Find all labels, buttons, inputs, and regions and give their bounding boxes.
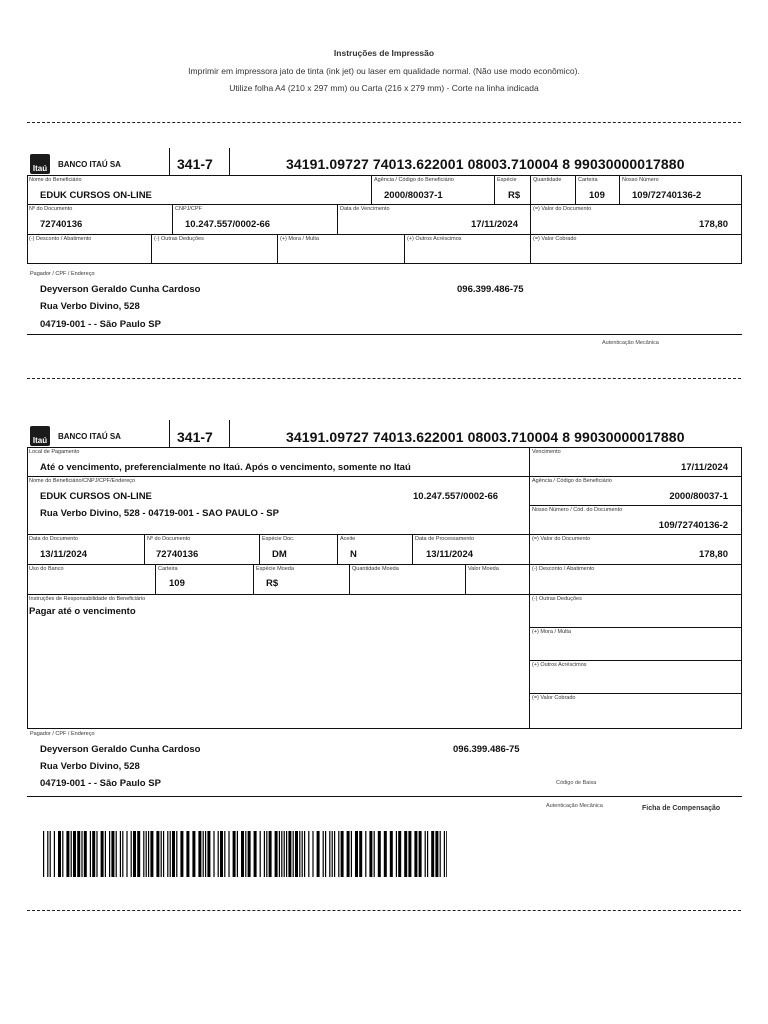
- slip-doc-species: DM: [272, 549, 287, 560]
- bank-code-2: 341-7: [177, 429, 213, 445]
- receipt-agency-code: 2000/80037-1: [384, 190, 443, 201]
- slip-doc-value: 178,80: [698, 549, 728, 560]
- slip-processing-date: 13/11/2024: [426, 549, 474, 560]
- slip-beneficiary-address: Rua Verbo Divino, 528 - 04719-001 - SAO PAULO - SP: [40, 508, 279, 519]
- slip-doc-date: 13/11/2024: [40, 549, 88, 560]
- slip-currency-species: R$: [266, 578, 279, 589]
- slip-payer-address2: 04719-001 - - São Paulo SP: [40, 778, 161, 789]
- slip-due-date: 17/11/2024: [680, 462, 728, 473]
- slip-grid: [27, 447, 742, 729]
- slip-acceptance: N: [350, 549, 357, 560]
- bank-name: BANCO ITAÚ SA: [58, 160, 121, 169]
- slip-agency-code: 2000/80037-1: [669, 491, 728, 502]
- receipt-doc-number: 72740136: [40, 219, 83, 230]
- slip-payment-place: Até o vencimento, preferencialmente no Itaú. Após o vencimento, somente no Itaú: [40, 462, 411, 473]
- receipt-beneficiary-name: EDUK CURSOS ON-LINE: [40, 190, 152, 201]
- bank-code: 341-7: [177, 156, 213, 172]
- cut-line-middle: [27, 378, 741, 379]
- print-instructions-line1: Imprimir em impressora jato de tinta (ink jet) ou laser em qualidade normal. (Não use modo econômico).: [188, 66, 580, 76]
- cut-line-top: [27, 122, 741, 123]
- bank-name-2: BANCO ITAÚ SA: [58, 432, 121, 441]
- receipt-cnpj: 10.247.557/0002-66: [185, 219, 271, 230]
- slip-write-off-code: Código de Baixa: [556, 780, 597, 786]
- digitable-line-2: 34191.09727 74013.622001 08003.710004 8 99030000017880: [286, 429, 685, 445]
- receipt-payer-address1: Rua Verbo Divino, 528: [40, 301, 140, 312]
- cut-line-bottom: [27, 910, 741, 911]
- barcode: [43, 831, 447, 877]
- receipt-doc-value: 178,80: [698, 219, 728, 230]
- slip-compensation-title: Ficha de Compensação: [642, 805, 721, 812]
- slip-doc-number: 72740136: [156, 549, 199, 560]
- receipt-species: R$: [508, 190, 521, 201]
- slip-beneficiary-name: EDUK CURSOS ON-LINE: [40, 491, 152, 502]
- slip-wallet: 109: [169, 578, 185, 589]
- receipt-wallet: 109: [589, 190, 605, 201]
- itau-logo-2: Itaú: [30, 426, 50, 446]
- slip-payer-address1: Rua Verbo Divino, 528: [40, 761, 140, 772]
- receipt-payer-cpf: 096.399.486-75: [457, 284, 524, 295]
- print-instructions-title: Instruções de Impressão: [333, 48, 435, 58]
- receipt-payer-address2: 04719-001 - - São Paulo SP: [40, 319, 161, 330]
- slip-payer-cpf: 096.399.486-75: [453, 744, 520, 755]
- receipt-payer-name: Deyverson Geraldo Cunha Cardoso: [40, 284, 201, 295]
- receipt-mechanical-auth: Autenticação Mecânica: [602, 340, 659, 346]
- receipt-our-number: 109/72740136-2: [632, 190, 702, 201]
- print-instructions-line2: Utilize folha A4 (210 x 297 mm) ou Carta (216 x 279 mm) - Corte na linha indicada: [229, 83, 539, 93]
- slip-mechanical-auth: Autenticação Mecânica: [546, 803, 603, 809]
- receipt-due-date: 17/11/2024: [470, 219, 518, 230]
- slip-payer-name: Deyverson Geraldo Cunha Cardoso: [40, 744, 201, 755]
- slip-our-number: 109/72740136-2: [658, 520, 728, 531]
- slip-instructions-text: Pagar até o vencimento: [29, 606, 136, 617]
- digitable-line: 34191.09727 74013.622001 08003.710004 8 99030000017880: [286, 156, 685, 172]
- slip-beneficiary-cnpj: 10.247.557/0002-66: [413, 491, 499, 502]
- itau-logo: Itaú: [30, 154, 50, 174]
